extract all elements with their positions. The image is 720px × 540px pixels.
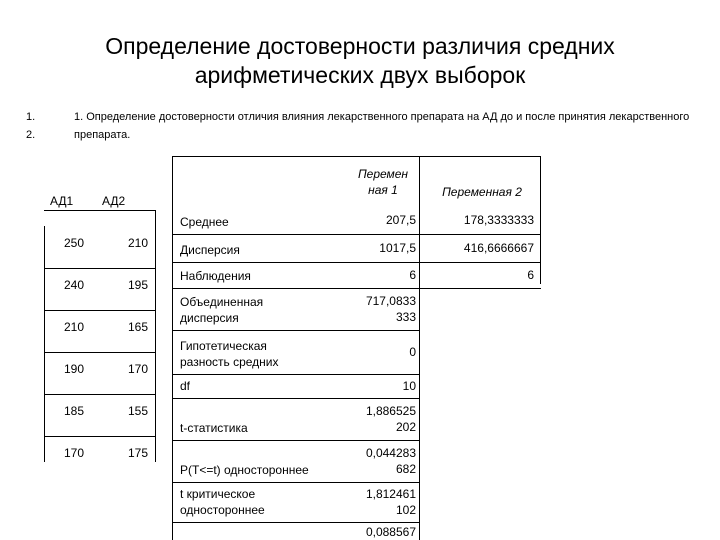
stats-table-top-border bbox=[172, 156, 541, 157]
stats-row-value-1-line: 717,0833 bbox=[365, 294, 416, 308]
stats-row-value-1 bbox=[340, 524, 416, 540]
stats-col2-header: Переменная 2 bbox=[442, 185, 522, 199]
list-number-2: 2. bbox=[26, 129, 36, 141]
stats-row-label-line: P(T<=t) одностороннее bbox=[180, 463, 309, 477]
stats-row-label bbox=[180, 462, 350, 478]
data-cell-ad1: 210 bbox=[64, 320, 85, 334]
column-header-ad1: АД1 bbox=[50, 194, 74, 208]
stats-row-value-2-line: 6 bbox=[527, 268, 534, 282]
stats-col1-header-line1: Перемен bbox=[357, 167, 409, 181]
stats-row-label-line: df bbox=[180, 379, 191, 393]
stats-col1-header bbox=[346, 166, 420, 198]
stats-row-value-2-line: 416,6666667 bbox=[463, 241, 534, 255]
stats-row-value-2 bbox=[424, 212, 534, 228]
stats-row-value-1 bbox=[340, 344, 416, 360]
stats-row-rule bbox=[172, 374, 420, 375]
data-cell-ad1: 250 bbox=[64, 236, 85, 250]
stats-row-value-1-line: 0,088567 bbox=[365, 525, 416, 539]
stats-row-value-1-line: 1,886525 bbox=[365, 404, 416, 418]
stats-row-value-2 bbox=[424, 240, 534, 256]
list-item-text: 1. Определение достоверности отличия влияния лекарственного препарата на АД до и после принятия лекарственного препарата. bbox=[74, 111, 690, 141]
stats-row-label bbox=[180, 242, 350, 258]
stats-row-label bbox=[180, 486, 350, 518]
stats-row-rule bbox=[172, 440, 420, 441]
stats-row-label bbox=[180, 420, 350, 436]
stats-col1-header-line2: ная 1 bbox=[368, 183, 398, 197]
stats-row-value-1 bbox=[340, 267, 416, 283]
stats-row-value-1 bbox=[340, 240, 416, 256]
stats-row-label-line: t-статистика bbox=[180, 421, 248, 435]
stats-row-rule bbox=[172, 482, 420, 483]
stats-row-label bbox=[180, 294, 350, 326]
data-row-rule bbox=[44, 352, 156, 353]
stats-row-value-1 bbox=[340, 445, 416, 477]
stats-row-rule bbox=[172, 330, 420, 331]
data-row-rule bbox=[44, 436, 156, 437]
list-numbers bbox=[26, 108, 35, 144]
stats-row-value-1 bbox=[340, 403, 416, 435]
stats-row-value-1-line: 0 bbox=[409, 345, 416, 359]
stats-row-value-1-line: 0,044283 bbox=[365, 446, 416, 460]
stats-row-label bbox=[180, 268, 350, 284]
data-cell-ad1: 170 bbox=[64, 446, 85, 460]
stats-row-value-1 bbox=[340, 486, 416, 518]
stats-row-rule bbox=[172, 262, 541, 263]
stats-row-label-line: Наблюдения bbox=[180, 269, 251, 283]
stats-row-label bbox=[180, 338, 350, 370]
data-row-rule bbox=[44, 310, 156, 311]
stats-row-rule bbox=[172, 398, 420, 399]
data-row-rule bbox=[44, 394, 156, 395]
stats-row-value-1-line: 207,5 bbox=[385, 213, 416, 227]
data-cell-ad2: 165 bbox=[128, 320, 149, 334]
stats-row-label-line: Среднее bbox=[180, 215, 229, 229]
data-cell-ad2: 155 bbox=[128, 404, 149, 418]
stats-row-value-1 bbox=[340, 212, 416, 228]
stats-row-label-line: Дисперсия bbox=[180, 243, 240, 257]
data-table-left-border bbox=[44, 226, 45, 462]
stats-row-label-line: дисперсия bbox=[180, 311, 239, 325]
stats-row-label bbox=[180, 214, 350, 230]
data-cell-ad1: 190 bbox=[64, 362, 85, 376]
stats-row-label bbox=[180, 378, 350, 394]
data-table-header-rule bbox=[44, 210, 156, 211]
data-cell-ad2: 175 bbox=[128, 446, 149, 460]
stats-row-value-1 bbox=[340, 378, 416, 394]
stats-row-rule bbox=[172, 522, 420, 523]
stats-table-right-border bbox=[540, 156, 541, 284]
stats-row-label-line: одностороннее bbox=[180, 503, 265, 517]
data-cell-ad1: 240 bbox=[64, 278, 85, 292]
data-row-rule bbox=[44, 268, 156, 269]
stats-row-value-1-line: 202 bbox=[395, 420, 416, 434]
stats-row-value-1 bbox=[340, 293, 416, 325]
stats-row-value-2 bbox=[424, 267, 534, 283]
page-title bbox=[0, 32, 720, 90]
list-number-1: 1. bbox=[26, 111, 36, 123]
title-line-1: Определение достоверности различия средних bbox=[105, 33, 615, 59]
column-header-ad2: АД2 bbox=[102, 194, 126, 208]
stats-row-label-line: t критическое bbox=[180, 487, 256, 501]
stats-row-value-1-line: 1,812461 bbox=[365, 487, 416, 501]
stats-row-rule bbox=[172, 288, 541, 289]
data-cell-ad2: 170 bbox=[128, 362, 149, 376]
stats-row-value-1-line: 682 bbox=[395, 462, 416, 476]
stats-row-value-1-line: 10 bbox=[402, 379, 416, 393]
title-line-2: арифметических двух выборок bbox=[194, 62, 526, 88]
stats-row-value-1-line: 102 bbox=[395, 503, 416, 517]
data-cell-ad1: 185 bbox=[64, 404, 85, 418]
data-table-right-border bbox=[155, 210, 156, 462]
stats-row-value-2-line: 178,3333333 bbox=[463, 213, 534, 227]
stats-row-label-line: разность средних bbox=[180, 355, 279, 369]
stats-row-label-line: Гипотетическая bbox=[180, 339, 267, 353]
stats-row-value-1-line: 1017,5 bbox=[379, 241, 416, 255]
stats-row-value-1-line: 333 bbox=[395, 310, 416, 324]
stats-row-label-line: Объединенная bbox=[180, 295, 264, 309]
data-cell-ad2: 210 bbox=[128, 236, 149, 250]
data-cell-ad2: 195 bbox=[128, 278, 149, 292]
stats-row-rule bbox=[172, 234, 541, 235]
stats-row-value-1-line: 6 bbox=[409, 268, 416, 282]
